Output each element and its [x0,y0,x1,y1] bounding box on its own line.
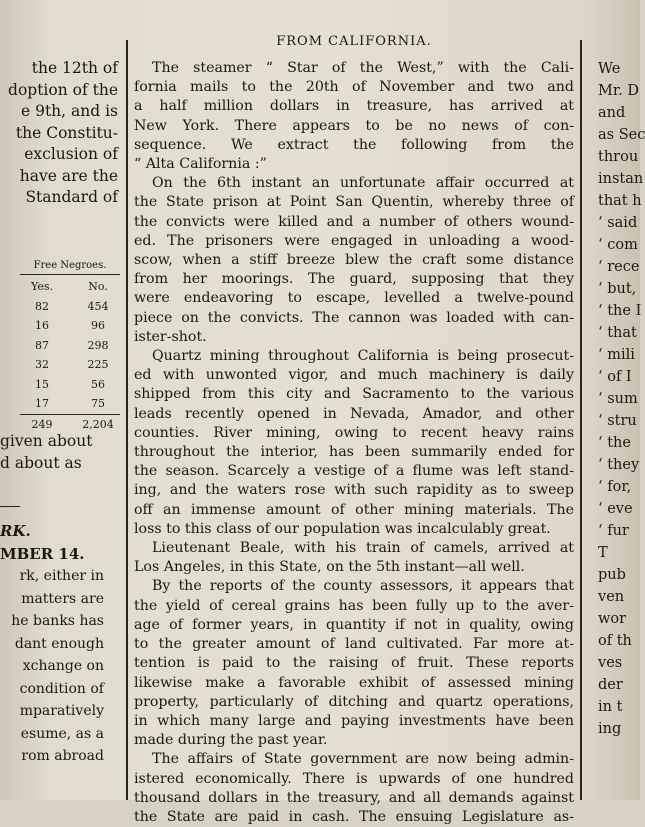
right-text-line: ‘ fur [598,523,629,539]
right-text-line: ‘ the I [598,303,642,319]
article-line: tention is paid to the raising of fruit. These reports [134,655,574,672]
left-column-top-text [0,58,122,209]
article-line: from her moorings. The guard, supposing that they [134,271,574,288]
table-header: Free Negroes. [33,260,107,271]
right-text-line: throu [598,149,639,165]
left-column-mid-text [0,430,122,474]
left-column-bottom-text [0,520,108,768]
right-text-line: ‘ sum [598,391,638,407]
cell-no: 298 [87,338,109,352]
article-line: The steamer “ Star of the West,” with the Cali- [152,60,574,76]
cell-no: 75 [91,397,105,410]
article-line: fornia mails to the 20th of November and two and [134,79,574,96]
article-line: ister-shot. [134,328,207,345]
right-text-line: T [598,545,608,561]
article-line: shipped from this city and Sacramento to the various [134,386,574,403]
right-text-line: pub [598,567,626,583]
article-line: made during the past year. [134,732,328,749]
right-text-line: in t [598,699,623,715]
right-text-line: ‘ the [598,435,631,451]
article-line: On the 6th instant an unfortunate affair occurred at [152,175,574,192]
right-text-line: instan [598,171,644,187]
article-line: likewise make a favorable exhibit of assessed mining [134,674,574,691]
article-line: property, particularly of ditching and quartz operations, [134,693,574,710]
table-row [20,316,120,336]
left-text-line: doption of the [8,80,118,99]
left-text-line: mparatively [19,703,104,719]
article-line: scow, when a stiff breeze blew the craft some distance [134,252,574,269]
right-text-line: as Sec [598,127,645,143]
right-text-line: ‘ they [598,457,640,473]
article-title: FROM CALIFORNIA. [276,34,432,49]
right-column-text [598,58,645,740]
cell-no: 225 [87,358,109,371]
right-text-line: ‘ said [598,215,638,231]
column-yes: Yes. [31,280,53,293]
article-line: ed with unwonted vigor, and much machinery is daily [134,367,574,384]
article-line: loss to this class of our population was incalculably great. [134,520,551,537]
article-line: ing, and the waters rose with such rapidity as to sweep [134,482,574,499]
article-line: the yield of cereal grains has been fully up to the aver- [134,597,574,614]
left-text-line: rom abroad [21,748,104,764]
table-row [20,297,120,317]
left-text-line: xchange on [22,658,104,674]
section-heading-york: RK. [0,522,31,540]
table-row [20,375,120,395]
article-line: in which many large and paying investments have been [134,712,574,729]
cell-yes: 87 [35,338,49,352]
right-text-line: of th [598,633,632,649]
article-line: were endeavoring to escape, levelled a twelve-pound [134,290,574,307]
article-line: the convicts were killed and a number of others wound- [134,213,574,230]
cell-no: 56 [91,377,105,391]
article-line: off an immense amount of other mining materials. The [134,501,574,518]
left-text-line: given about [0,432,93,450]
right-text-line: and [598,105,626,121]
free-negroes-vote-table [20,260,120,434]
cell-yes: 32 [35,358,49,371]
table-row [20,394,120,414]
article-line: Lieutenant Beale, with his train of camels, arrived at [152,540,574,557]
right-text-line: We [598,61,621,77]
cell-no: 454 [87,299,109,313]
article-line: counties. River mining, owing to recent heavy rains [134,424,574,441]
article-line: Quartz mining throughout California is being prosecut- [152,348,574,365]
cell-yes: 82 [35,299,49,313]
right-text-line: ‘ eve [598,501,633,517]
right-text-line: ‘ mili [598,347,635,363]
cell-yes: 17 [35,397,49,410]
article-line: a half million dollars in treasure, has arrived at [134,98,574,115]
article-line: to the greater amount of land cultivated. Far more at- [134,636,574,653]
article-line: the season. Scarcely a vestige of a flume was left stand- [134,463,574,480]
cell-yes: 16 [35,319,49,332]
article-line: sequence. We extract the following from the [134,136,574,153]
article-line: ed. The prisoners were engaged in unloading a wood- [134,232,574,249]
left-text-line: the Constitu- [15,123,118,142]
right-text-line: der [598,677,623,693]
left-text-line: matters are [21,590,104,607]
left-text-line: exclusion of [24,145,118,163]
article-line: “ Alta California :” [134,156,267,173]
total-yes: 249 [31,417,53,431]
right-text-line: ‘ stru [598,413,637,429]
right-text-line: ven [598,589,625,605]
article-line: New York. There appears to be no news of con- [134,117,574,134]
article-line: age of former years, in quantity if not in quality, owing [134,616,574,633]
right-text-line: ‘ but, [598,281,637,297]
section-heading-date: MBER 14. [0,544,85,563]
right-text-line: ves [598,655,623,671]
left-text-line: e 9th, and is [20,102,118,120]
article-line: thousand dollars in the treasury, and all demands against [134,789,574,806]
left-text-line: esume, as a [20,725,104,742]
right-text-line: Mr. D [598,83,640,99]
left-text-line: condition of [19,680,104,697]
total-no: 2,204 [82,417,114,431]
right-text-line: ‘ rece [598,259,640,275]
left-text-line: Standard of [25,188,118,206]
right-text-line: wor [598,611,627,627]
right-text-line: ‘ that [598,325,637,341]
right-text-line: ‘ of I [598,369,632,385]
article-from-california [134,30,574,827]
column-rule-left [126,40,128,800]
article-line: By the reports of the county assessors, it appears that [152,578,574,595]
right-text-line: ing [598,721,622,737]
right-text-line: ‘ for, [598,479,632,495]
left-text-line: d about as [0,454,82,472]
article-line: leads recently opened in Nevada, Amador, and other [134,405,574,422]
article-line: The affairs of State government are now being admin- [152,751,574,768]
column-rule-right [580,40,582,800]
right-text-line: that h [598,193,642,209]
table-row [20,355,120,375]
left-text-line: have are the [19,166,118,185]
article-line: Los Angeles, in this State, on the 5th instant—all well. [134,559,525,576]
left-section-rule [0,506,20,507]
left-text-line: dant enough [14,635,104,652]
article-line: throughout the interior, has been summarily ended for [134,444,574,461]
cell-no: 96 [91,319,105,332]
table-column-headers [20,277,120,297]
article-line: istered economically. There is upwards of one hundred [134,770,574,787]
cell-yes: 15 [35,377,49,391]
table-header-rule [20,274,120,275]
article-line: piece on the convicts. The cannon was loaded with can- [134,309,574,326]
table-row [20,336,120,356]
left-text-line: rk, either in [19,568,104,584]
article-line: the State prison at Point San Quentin, whereby three of [134,194,574,211]
left-text-line: he banks has [11,613,104,629]
column-no: No. [88,280,108,293]
left-text-line: the 12th of [31,59,118,77]
article-line: the State are paid in cash. The ensuing Legislature as- [134,808,574,825]
right-text-line: ‘ com [598,237,638,253]
